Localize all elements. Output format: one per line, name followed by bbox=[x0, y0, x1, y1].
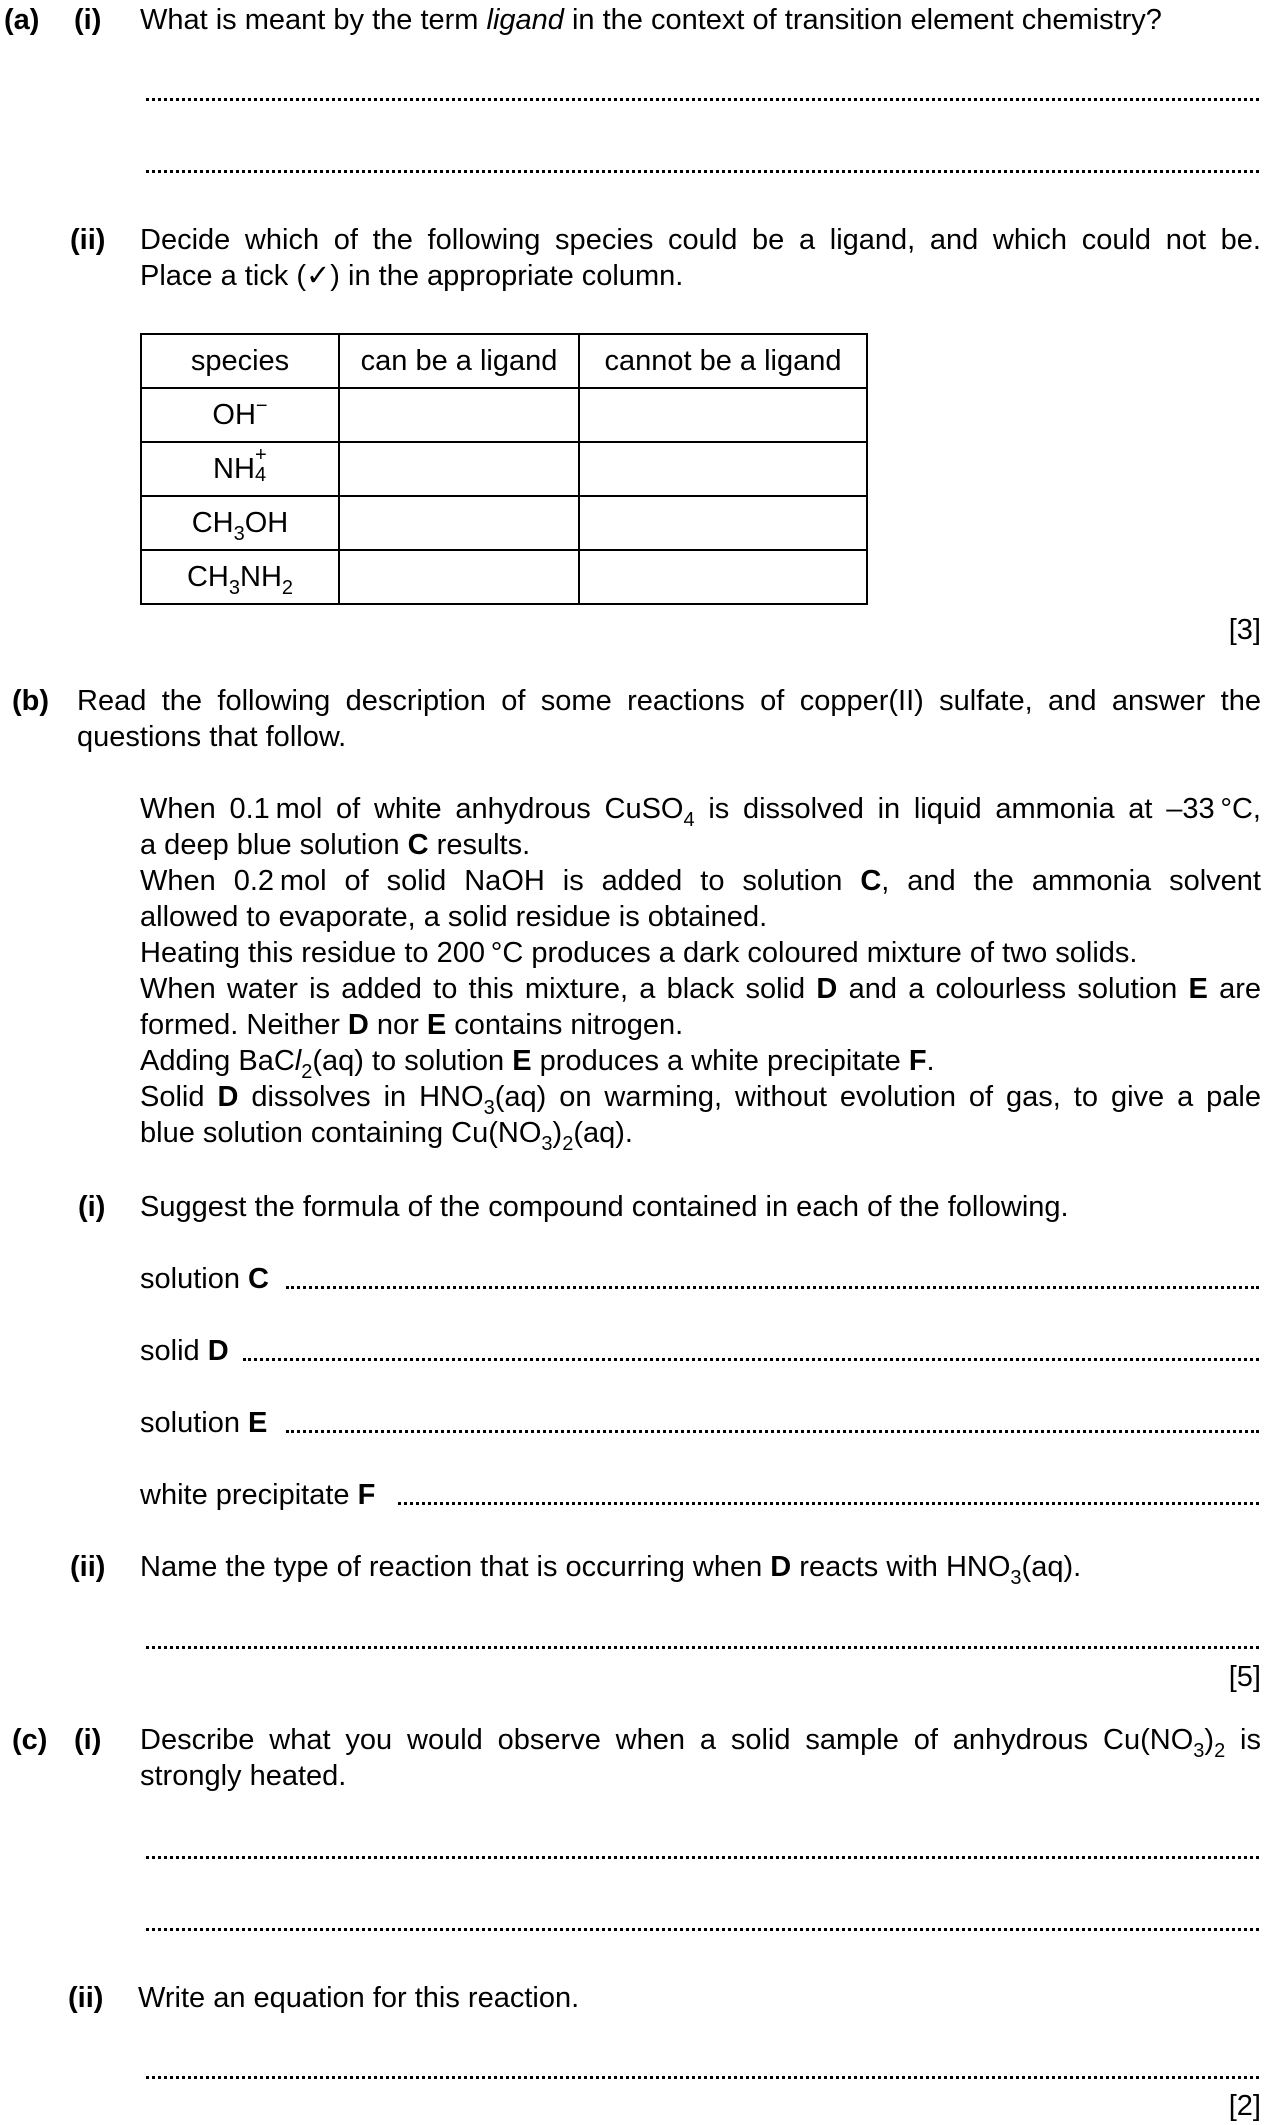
desc-l7-bold-2: E bbox=[426, 1009, 447, 1041]
answer-line-solid-d[interactable] bbox=[243, 1358, 1259, 1361]
desc-l8-pre: Adding BaC bbox=[140, 1045, 295, 1077]
question-b-ii-text bbox=[140, 1549, 1082, 1589]
desc-l10-sub-1: 3 bbox=[541, 1133, 553, 1155]
question-b-intro-line1: Read the following description of some reactions of copper(II) sulfate, and answer the bbox=[77, 685, 1261, 717]
q-b-ii-mid: reacts with HNO bbox=[791, 1551, 1011, 1583]
answer-line-solution-e[interactable] bbox=[286, 1430, 1259, 1433]
desc-l8-bold-2: F bbox=[908, 1045, 927, 1077]
desc-line-10 bbox=[140, 1115, 633, 1155]
species-ch3nh2-sub2: 2 bbox=[281, 577, 294, 599]
desc-l8-mid2: produces a white precipitate bbox=[531, 1045, 909, 1077]
species-nh4-scripts bbox=[254, 444, 267, 487]
question-c-i-line2: strongly heated. bbox=[140, 1760, 347, 1792]
marks-b: [5] bbox=[1228, 1661, 1261, 1693]
desc-l8-post: . bbox=[926, 1045, 935, 1077]
table-row bbox=[141, 496, 867, 550]
desc-l7-post: contains nitrogen. bbox=[446, 1009, 684, 1041]
question-a-i-text bbox=[140, 2, 1162, 38]
answer-line-solution-c[interactable] bbox=[286, 1286, 1259, 1289]
answer-line-a-i-2[interactable] bbox=[146, 170, 1259, 173]
desc-l10-post: (aq). bbox=[573, 1117, 633, 1149]
desc-l6-pre: When water is added to this mixture, a black solid bbox=[140, 973, 817, 1005]
label-precipitate-f-letter: F bbox=[357, 1479, 376, 1511]
species-ch3oh bbox=[141, 496, 339, 550]
answer-label-solution-e bbox=[140, 1405, 267, 1441]
desc-l9-sub: 3 bbox=[483, 1097, 495, 1119]
question-a-ii-line1: Decide which of the following species could be a ligand, and which could not be. bbox=[140, 224, 1261, 256]
ligand-table bbox=[140, 333, 868, 605]
desc-l10-pre: blue solution containing Cu(NO bbox=[140, 1117, 542, 1149]
label-solid-d-text: solid bbox=[140, 1335, 208, 1367]
desc-l7-bold-1: D bbox=[347, 1009, 369, 1041]
q-c-i-sub-1: 3 bbox=[1193, 1740, 1205, 1762]
label-solution-e-text: solution bbox=[140, 1407, 249, 1439]
desc-l8-italic-l: l bbox=[294, 1045, 302, 1077]
desc-line-1 bbox=[140, 791, 1261, 831]
desc-l7-mid: nor bbox=[368, 1009, 427, 1041]
answer-line-c-i-1[interactable] bbox=[146, 1856, 1259, 1859]
table-header-row bbox=[141, 334, 867, 388]
species-ch3oh-p1: CH bbox=[191, 507, 234, 539]
q-b-ii-pre: Name the type of reaction that is occurring when bbox=[140, 1551, 771, 1583]
label-precipitate-f-text: white precipitate bbox=[140, 1479, 358, 1511]
desc-l1-post: is dissolved in liquid ammonia at –33 °C, bbox=[694, 793, 1261, 825]
tick-cell-cannot-nh4[interactable] bbox=[579, 442, 867, 496]
tick-cell-cannot-ch3nh2[interactable] bbox=[579, 550, 867, 604]
desc-l7-pre: formed. Neither bbox=[140, 1009, 348, 1041]
desc-l2-bold: C bbox=[407, 829, 429, 861]
question-c-i-line1 bbox=[140, 1722, 1261, 1762]
answer-label-solution-c bbox=[140, 1261, 269, 1297]
answer-label-solid-d bbox=[140, 1333, 229, 1369]
label-solid-d-letter: D bbox=[207, 1335, 229, 1367]
species-ch3oh-sub: 3 bbox=[233, 523, 245, 545]
species-oh-main: OH bbox=[212, 399, 256, 431]
desc-l8-sub: 2 bbox=[301, 1061, 313, 1083]
desc-l6-post: are bbox=[1207, 973, 1261, 1005]
desc-l1-sub: 4 bbox=[683, 809, 695, 831]
tick-cell-can-ch3oh[interactable] bbox=[339, 496, 579, 550]
label-solution-e-letter: E bbox=[248, 1407, 268, 1439]
answer-line-a-i-1[interactable] bbox=[146, 98, 1259, 101]
table-row bbox=[141, 442, 867, 496]
part-a-ii-label: (ii) bbox=[70, 224, 106, 256]
desc-l6-bold-2: E bbox=[1188, 973, 1208, 1005]
desc-l3-post: , and the ammonia solvent bbox=[881, 865, 1261, 897]
species-ch3nh2 bbox=[141, 550, 339, 604]
species-ch3nh2-sub1: 3 bbox=[228, 577, 240, 599]
q-c-i-post: is bbox=[1225, 1724, 1261, 1756]
q-a-i-emphasis: ligand bbox=[486, 4, 564, 36]
tick-cell-cannot-oh[interactable] bbox=[579, 388, 867, 442]
desc-l9-post: (aq) on warming, without evolution of gas, to give a pale bbox=[494, 1081, 1262, 1113]
q-c-i-sub-2: 2 bbox=[1214, 1740, 1226, 1762]
desc-l8-mid: (aq) to solution bbox=[312, 1045, 513, 1077]
desc-l9-mid: dissolves in HNO bbox=[238, 1081, 484, 1113]
marks-a: [3] bbox=[1228, 614, 1261, 646]
desc-line-5: Heating this residue to 200 °C produces a dark coloured mixture of two solids. bbox=[140, 937, 1138, 969]
desc-line-7 bbox=[140, 1007, 683, 1043]
answer-line-precipitate-f[interactable] bbox=[398, 1502, 1259, 1505]
desc-line-6 bbox=[140, 971, 1261, 1007]
q-b-ii-bold: D bbox=[770, 1551, 792, 1583]
species-oh bbox=[141, 388, 339, 442]
part-a-i-label: (i) bbox=[74, 4, 102, 36]
answer-line-c-ii[interactable] bbox=[146, 2076, 1259, 2079]
answer-line-c-i-2[interactable] bbox=[146, 1928, 1259, 1931]
desc-line-4: allowed to evaporate, a solid residue is obtained. bbox=[140, 901, 768, 933]
desc-l3-bold: C bbox=[860, 865, 882, 897]
answer-line-b-ii[interactable] bbox=[146, 1646, 1259, 1649]
question-b-intro-line2: questions that follow. bbox=[77, 721, 347, 753]
q-c-i-pre: Describe what you would observe when a solid sample of anhydrous Cu(NO bbox=[140, 1724, 1194, 1756]
table-row bbox=[141, 550, 867, 604]
label-solution-c-text: solution bbox=[140, 1263, 249, 1295]
part-b-i-label: (i) bbox=[78, 1191, 106, 1223]
species-nh4-subscript: 4 bbox=[254, 464, 267, 486]
part-b-label: (b) bbox=[12, 685, 50, 717]
desc-l6-bold-1: D bbox=[816, 973, 838, 1005]
species-ch3nh2-p1: CH bbox=[186, 561, 229, 593]
label-solution-c-letter: C bbox=[248, 1263, 269, 1295]
header-cannot-be-ligand: cannot be a ligand bbox=[579, 334, 867, 388]
q-b-ii-post: (aq). bbox=[1021, 1551, 1082, 1583]
part-c-i-label: (i) bbox=[74, 1724, 102, 1756]
question-b-i-text: Suggest the formula of the compound contained in each of the following. bbox=[140, 1191, 1069, 1223]
desc-l3-pre: When 0.2 mol of solid NaOH is added to solution bbox=[140, 865, 861, 897]
part-c-ii-label: (ii) bbox=[68, 1982, 104, 2014]
species-nh4-charge: + bbox=[254, 444, 267, 466]
q-a-i-post: in the context of transition element chemistry? bbox=[563, 4, 1162, 36]
desc-line-9 bbox=[140, 1079, 1262, 1119]
desc-line-2 bbox=[140, 827, 530, 863]
desc-l8-bold-1: E bbox=[512, 1045, 532, 1077]
q-b-ii-sub: 3 bbox=[1010, 1567, 1022, 1589]
species-oh-charge: − bbox=[255, 395, 268, 417]
desc-l9-bold: D bbox=[217, 1081, 239, 1113]
desc-l10-mid: ) bbox=[552, 1117, 563, 1149]
answer-label-precipitate-f bbox=[140, 1477, 375, 1513]
q-c-i-mid: ) bbox=[1204, 1724, 1215, 1756]
species-ch3nh2-p2: NH bbox=[240, 561, 282, 593]
header-can-be-ligand: can be a ligand bbox=[339, 334, 579, 388]
species-nh4-main: NH bbox=[213, 453, 255, 485]
desc-l10-sub-2: 2 bbox=[562, 1133, 574, 1155]
species-nh4 bbox=[141, 442, 339, 496]
question-c-ii-text: Write an equation for this reaction. bbox=[138, 1982, 580, 2014]
desc-l2-post: results. bbox=[428, 829, 531, 861]
tick-cell-can-ch3nh2[interactable] bbox=[339, 550, 579, 604]
table-row bbox=[141, 388, 867, 442]
header-species: species bbox=[141, 334, 339, 388]
tick-cell-can-nh4[interactable] bbox=[339, 442, 579, 496]
desc-l2-pre: a deep blue solution bbox=[140, 829, 408, 861]
part-c-label: (c) bbox=[12, 1724, 48, 1756]
desc-line-3 bbox=[140, 863, 1261, 899]
tick-cell-cannot-ch3oh[interactable] bbox=[579, 496, 867, 550]
part-b-ii-label: (ii) bbox=[70, 1551, 106, 1583]
marks-c: [2] bbox=[1228, 2090, 1261, 2122]
q-a-i-pre: What is meant by the term bbox=[140, 4, 487, 36]
tick-cell-can-oh[interactable] bbox=[339, 388, 579, 442]
desc-l1-pre: When 0.1 mol of white anhydrous CuSO bbox=[140, 793, 684, 825]
question-a-ii-line2: Place a tick (✓) in the appropriate column. bbox=[140, 260, 684, 292]
species-ch3oh-p2: OH bbox=[244, 507, 289, 539]
desc-l6-mid: and a colourless solution bbox=[837, 973, 1189, 1005]
part-a-label: (a) bbox=[4, 4, 40, 36]
desc-l9-pre: Solid bbox=[140, 1081, 218, 1113]
desc-line-8 bbox=[140, 1043, 935, 1083]
